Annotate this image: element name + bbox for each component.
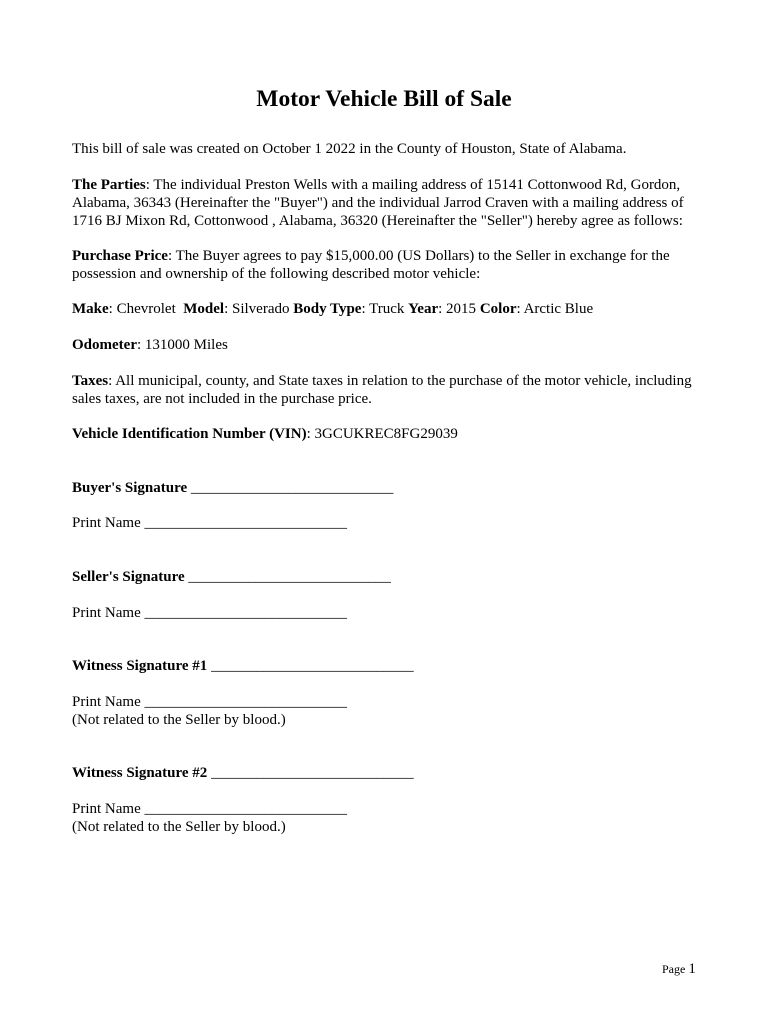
witness2-note: (Not related to the Seller by blood.)	[72, 819, 286, 835]
year-label: Year	[408, 301, 439, 317]
parties-paragraph	[72, 176, 702, 230]
seller-signature-line	[72, 568, 702, 586]
buyer-signature-label: Buyer's Signature	[72, 480, 188, 496]
buyer-signature-line	[72, 479, 702, 497]
taxes-label: Taxes	[72, 373, 109, 389]
parties-text: : The individual Preston Wells with a mailing address of 15141 Cottonwood Rd, Gordon, Alabama, 36343 (Hereinafter the "Buyer") and the individual Jarrod Craven with a mailing address of 1716 BJ Mixon Rd, Cottonwood , Alabama, 36320 (Hereinafter the "Seller") hereby agree as follows:	[72, 177, 684, 229]
witness2-signature-line	[72, 764, 702, 782]
purchase-price-paragraph	[72, 247, 702, 283]
color-value: : Arctic Blue	[516, 301, 594, 317]
buyer-signature-blank: ___________________________	[187, 480, 394, 496]
vehicle-details-paragraph	[72, 300, 702, 318]
witness1-signature-label: Witness Signature #1	[72, 658, 208, 674]
taxes-paragraph	[72, 372, 702, 408]
seller-signature-blank: ___________________________	[184, 569, 391, 585]
body-type-value: : Truck	[361, 301, 409, 317]
odometer-paragraph	[72, 336, 702, 354]
witness2-print-name-line: Print Name ___________________________	[72, 801, 347, 817]
vin-text: : 3GCUKREC8FG29039	[306, 426, 458, 442]
odometer-text: : 131000 Miles	[136, 337, 228, 353]
taxes-text: : All municipal, county, and State taxes in relation to the purchase of the motor vehicle, including sales taxes, are not included in the purchase price.	[72, 373, 692, 407]
body-type-label: Body Type	[293, 301, 362, 317]
page-number	[662, 960, 696, 978]
witness1-note: (Not related to the Seller by blood.)	[72, 712, 286, 728]
year-value: : 2015	[438, 301, 480, 317]
witness2-signature-blank: ___________________________	[207, 765, 414, 781]
purchase-price-label: Purchase Price	[72, 248, 168, 264]
vin-label: Vehicle Identification Number (VIN)	[72, 426, 307, 442]
witness2-signature-label: Witness Signature #2	[72, 765, 208, 781]
color-label: Color	[479, 301, 517, 317]
page-label: Page	[662, 962, 689, 976]
witness1-print-name-line: Print Name ___________________________	[72, 694, 347, 710]
document-title: Motor Vehicle Bill of Sale	[256, 86, 512, 112]
model-value: : Silverado	[224, 301, 294, 317]
make-value: : Chevrolet	[108, 301, 180, 317]
purchase-price-text: : The Buyer agrees to pay $15,000.00 (US Dollars) to the Seller in exchange for the possession and ownership of the following described motor vehicle:	[72, 248, 670, 282]
seller-print-name-line: Print Name ___________________________	[72, 605, 347, 621]
model-label: Model	[183, 301, 225, 317]
parties-label: The Parties	[72, 177, 146, 193]
page-number-value: 1	[688, 961, 696, 977]
witness1-signature-line	[72, 657, 702, 675]
odometer-label: Odometer	[72, 337, 137, 353]
intro-paragraph: This bill of sale was created on October 1 2022 in the County of Houston, State of Alabama.	[72, 141, 627, 157]
vin-paragraph	[72, 425, 702, 443]
make-label: Make	[72, 301, 109, 317]
witness1-signature-blank: ___________________________	[207, 658, 414, 674]
seller-signature-label: Seller's Signature	[72, 569, 185, 585]
buyer-print-name-line: Print Name ___________________________	[72, 515, 347, 531]
